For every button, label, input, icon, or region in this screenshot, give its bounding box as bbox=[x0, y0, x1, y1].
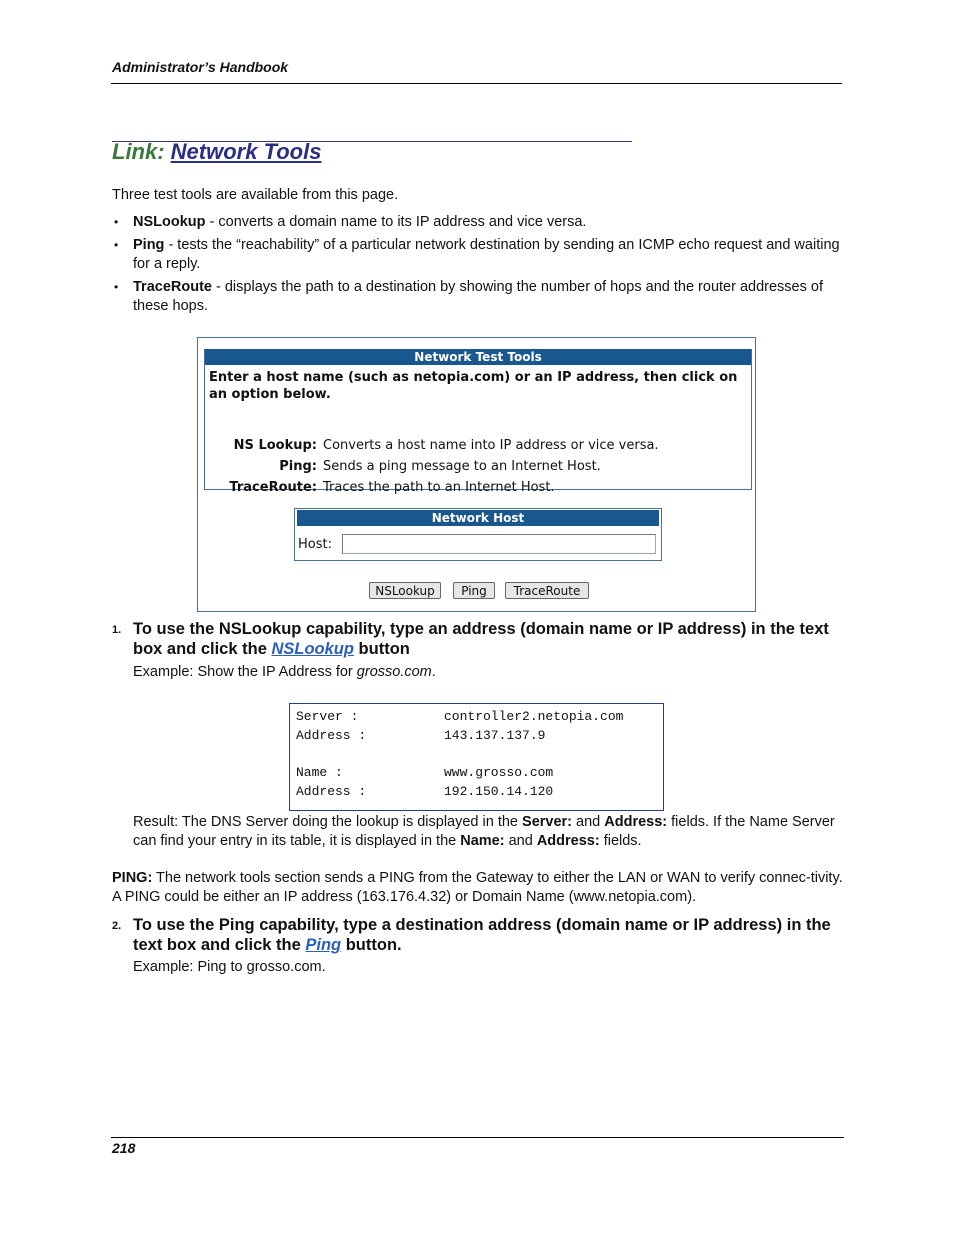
bullet-text: - converts a domain name to its IP address and vice versa. bbox=[205, 214, 587, 230]
bullet-marker: • bbox=[114, 215, 119, 229]
bullet-term: NSLookup bbox=[133, 214, 206, 230]
bullet-ping bbox=[133, 236, 845, 274]
tool-description: Sends a ping message to an Internet Host. bbox=[323, 459, 601, 474]
tool-description: Converts a host name into IP address or vice versa. bbox=[323, 438, 659, 453]
bullet-nslookup bbox=[133, 213, 845, 232]
step2-example: Example: Ping to grosso.com. bbox=[133, 959, 326, 975]
traceroute-button[interactable]: TraceRoute bbox=[505, 582, 589, 599]
network-test-tools-box bbox=[204, 349, 752, 495]
section-title-prefix: Link: bbox=[112, 139, 171, 164]
result-key: Name : bbox=[296, 765, 343, 780]
step2-text: To use the Ping capability, type a destination address (domain name or IP address) in the text box and click the bbox=[133, 916, 831, 954]
network-host-bar: Network Host bbox=[297, 510, 659, 526]
step2-heading bbox=[133, 915, 845, 955]
result-value: 192.150.14.120 bbox=[444, 784, 554, 799]
bullet-traceroute bbox=[133, 278, 845, 316]
step1-text-end: button bbox=[353, 640, 410, 658]
note-bold: Name: bbox=[460, 833, 505, 849]
tool-row-ping bbox=[205, 459, 745, 477]
section-title bbox=[112, 139, 321, 165]
running-header: Administrator’s Handbook bbox=[112, 59, 289, 75]
network-tools-link[interactable]: Network Tools bbox=[170, 139, 322, 164]
bullet-term: TraceRoute bbox=[133, 279, 212, 295]
note-text: and bbox=[572, 814, 605, 830]
header-rule bbox=[111, 83, 842, 84]
bullet-term: Ping bbox=[133, 237, 165, 253]
result-key: Server : bbox=[296, 709, 359, 724]
note-text: and bbox=[504, 833, 537, 849]
step1-heading bbox=[133, 619, 845, 659]
note-text: fields. If the Name Server can find your entry in its table, it is displayed in the bbox=[133, 814, 835, 849]
example-text: Example: Show the IP Address for bbox=[133, 664, 357, 680]
network-tools-screenshot bbox=[197, 337, 756, 612]
note-bold: Address: bbox=[604, 814, 668, 830]
result-value: 143.137.137.9 bbox=[444, 728, 546, 743]
network-host-box bbox=[294, 508, 662, 561]
note-text: fields. bbox=[599, 833, 642, 849]
tools-instructions: Enter a host name (such as netopia.com) or an IP address, then click on an option below. bbox=[209, 370, 738, 402]
ping-button[interactable]: Ping bbox=[453, 582, 495, 599]
result-key: Address : bbox=[296, 728, 367, 743]
tool-label: NS Lookup: bbox=[233, 438, 317, 453]
result-value: controller2.netopia.com bbox=[444, 709, 624, 724]
result-key: Address : bbox=[296, 784, 367, 799]
tool-label: Ping: bbox=[279, 459, 317, 474]
result-note bbox=[133, 813, 845, 851]
tool-label: TraceRoute: bbox=[229, 480, 317, 495]
step-number: 2. bbox=[112, 920, 122, 932]
network-test-tools-bar: Network Test Tools bbox=[205, 349, 751, 365]
note-text: Result: The DNS Server doing the lookup is displayed in the bbox=[133, 814, 523, 830]
ping-link[interactable]: Ping bbox=[305, 936, 342, 954]
step2-text-end: button. bbox=[341, 936, 402, 954]
nslookup-result-box bbox=[289, 703, 664, 811]
bullet-text: - displays the path to a destination by showing the number of hops and the router addresses of these hops. bbox=[133, 279, 823, 314]
page-number: 218 bbox=[112, 1140, 136, 1156]
intro-text: Three test tools are available from this page. bbox=[112, 187, 399, 203]
bullet-marker: • bbox=[114, 238, 119, 252]
step1-example bbox=[133, 663, 436, 682]
tool-row-traceroute bbox=[205, 480, 745, 498]
ping-text: The network tools section sends a PING from the Gateway to either the LAN or WAN to verify connec-tivity. A PING could be either an IP address (163.176.4.32) or Domain Name (www.netopia.com). bbox=[112, 870, 843, 905]
note-bold: Server: bbox=[522, 814, 573, 830]
tool-description: Traces the path to an Internet Host. bbox=[323, 480, 555, 495]
example-domain: grosso.com bbox=[356, 664, 432, 680]
nslookup-link[interactable]: NSLookup bbox=[271, 640, 354, 658]
note-bold: Address: bbox=[536, 833, 600, 849]
bullet-text: - tests the “reachability” of a particular network destination by sending an ICMP echo request and waiting for a reply. bbox=[133, 237, 840, 272]
bullet-marker: • bbox=[114, 280, 119, 294]
example-period: . bbox=[431, 664, 436, 680]
host-label: Host: bbox=[298, 537, 332, 552]
host-input[interactable] bbox=[342, 534, 656, 554]
step-number: 1. bbox=[112, 624, 122, 636]
step1-text: To use the NSLookup capability, type an address (domain name or IP address) in the text box and click the bbox=[133, 620, 829, 658]
ping-term: PING: bbox=[112, 870, 153, 886]
tool-row-nslookup bbox=[205, 438, 745, 456]
result-value: www.grosso.com bbox=[444, 765, 554, 780]
ping-paragraph bbox=[112, 869, 845, 907]
nslookup-button[interactable]: NSLookup bbox=[369, 582, 441, 599]
footer-rule bbox=[111, 1137, 844, 1138]
